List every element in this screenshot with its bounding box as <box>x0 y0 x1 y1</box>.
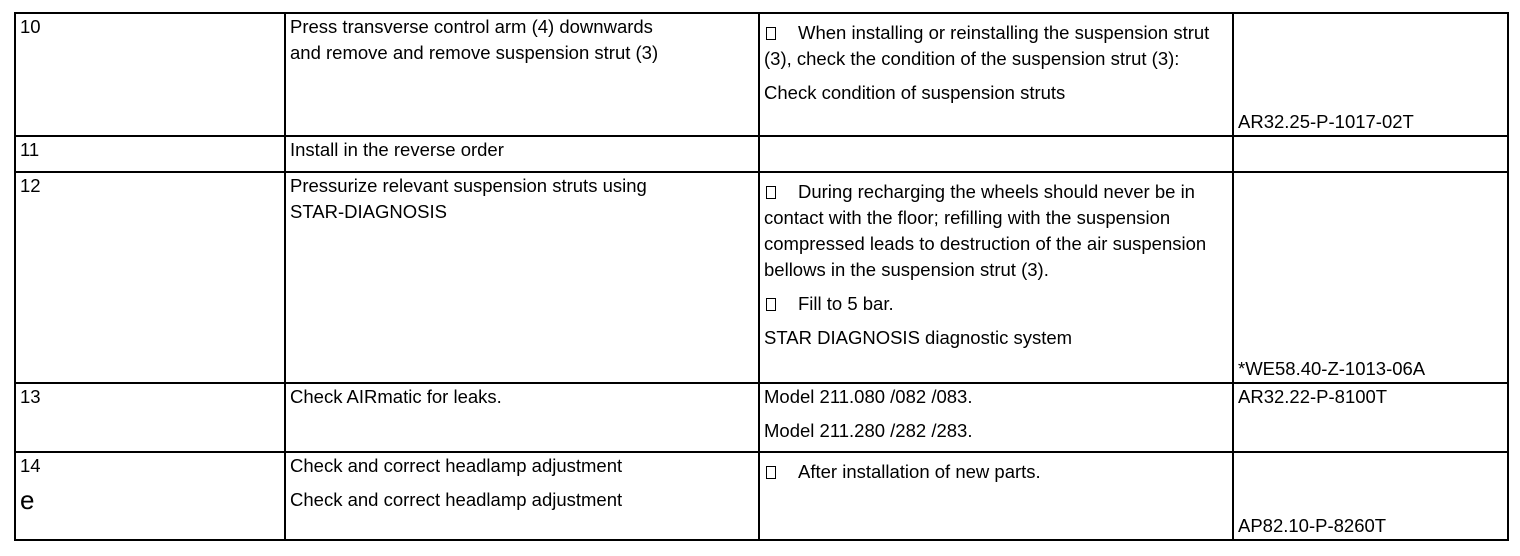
notes-cell <box>759 172 1233 383</box>
step-number-cell <box>15 383 285 452</box>
info-icon <box>766 298 776 311</box>
reference-cell <box>1233 172 1508 383</box>
note-text: STAR DIAGNOSIS diagnostic system <box>764 327 1073 348</box>
operation-cell <box>285 172 759 383</box>
reference-cell <box>1233 13 1508 136</box>
operation-text: and remove and remove suspension strut (3) <box>290 42 659 63</box>
warning-text: When installing or reinstalling the suspension strut (3), check the condition of the suspension strut (3): <box>764 22 1210 69</box>
step-number: 11 <box>20 139 40 160</box>
operation-text: Pressurize relevant suspension struts using <box>290 175 647 196</box>
table-row <box>15 383 1508 452</box>
operation-text: STAR-DIAGNOSIS <box>290 201 447 222</box>
step-number: 13 <box>20 386 41 407</box>
procedure-table <box>14 12 1509 541</box>
notes-cell <box>759 452 1233 540</box>
operation-cell <box>285 452 759 540</box>
operation-text: Check and correct headlamp adjustment <box>290 489 623 510</box>
warning-text: During recharging the wheels should never be in contact with the floor; refilling with the suspension compressed leads to destruction of the air suspension bellows in the suspension strut (3). <box>764 181 1207 280</box>
model-text: Model 211.280 /282 /283. <box>764 420 973 441</box>
step-number-cell <box>15 452 285 540</box>
reference-link[interactable]: *WE58.40-Z-1013-06A <box>1238 358 1426 379</box>
info-icon <box>766 466 776 479</box>
warning-note <box>764 173 1228 283</box>
operation-text: Check and correct headlamp adjustment <box>290 455 623 476</box>
step-number-cell <box>15 13 285 136</box>
table-row <box>15 13 1508 136</box>
step-number-cell <box>15 136 285 172</box>
operation-text: Check AIRmatic for leaks. <box>290 386 502 407</box>
warning-note <box>764 14 1228 72</box>
info-text: Fill to 5 bar. <box>798 293 894 314</box>
warning-icon <box>766 27 776 40</box>
reference-link[interactable]: AR32.25-P-1017-02T <box>1238 111 1414 132</box>
operation-cell <box>285 136 759 172</box>
info-note <box>764 453 1228 485</box>
warning-icon <box>766 186 776 199</box>
table-row <box>15 136 1508 172</box>
step-number: 12 <box>20 175 41 196</box>
reference-cell <box>1233 383 1508 452</box>
reference-cell <box>1233 452 1508 540</box>
operation-cell <box>285 13 759 136</box>
reference-link[interactable]: AR32.22-P-8100T <box>1238 386 1388 407</box>
operation-cell <box>285 383 759 452</box>
step-letter: e <box>20 485 35 515</box>
reference-link[interactable]: AP82.10-P-8260T <box>1238 515 1387 536</box>
info-note <box>764 291 1228 317</box>
note-text: Check condition of suspension struts <box>764 82 1066 103</box>
table-row <box>15 452 1508 540</box>
step-number-cell <box>15 172 285 383</box>
model-text: Model 211.080 /082 /083. <box>764 386 973 407</box>
notes-cell <box>759 13 1233 136</box>
notes-cell <box>759 136 1233 172</box>
info-text: After installation of new parts. <box>798 461 1041 482</box>
step-number: 10 <box>20 16 41 37</box>
notes-cell <box>759 383 1233 452</box>
operation-text: Press transverse control arm (4) downwards <box>290 16 653 37</box>
reference-cell <box>1233 136 1508 172</box>
step-number: 14 <box>20 455 41 476</box>
table-row <box>15 172 1508 383</box>
operation-text: Install in the reverse order <box>290 139 504 160</box>
